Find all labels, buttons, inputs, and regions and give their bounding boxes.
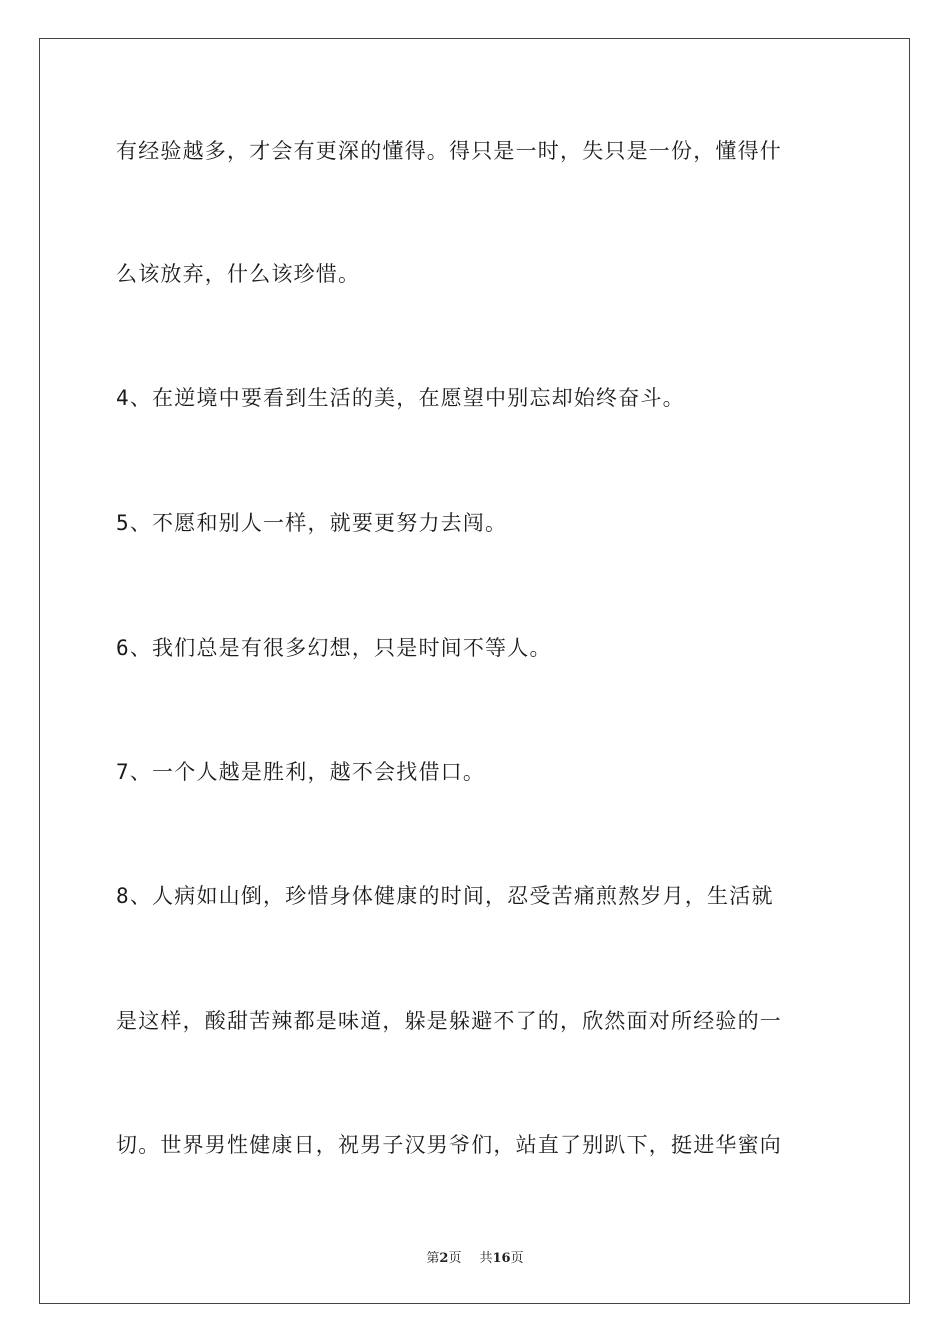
text-line: 5、不愿和别人一样，就要更努力去闯。 — [116, 511, 508, 535]
text-line: 有经验越多，才会有更深的懂得。得只是一时，失只是一份，懂得什 — [116, 139, 782, 163]
total-suffix: 页 — [510, 1251, 524, 1266]
page-footer — [0, 1247, 950, 1266]
page-border — [39, 38, 910, 1304]
text-line: 6、我们总是有很多幻想，只是时间不等人。 — [116, 636, 552, 660]
page-suffix: 页 — [448, 1251, 462, 1266]
text-line: 8、人病如山倒，珍惜身体健康的时间，忍受苦痛煎熬岁月，生活就 — [116, 884, 774, 908]
text-line: 7、一个人越是胜利，越不会找借口。 — [116, 760, 486, 784]
page-number: 2 — [439, 1251, 449, 1266]
text-line: 切。世界男性健康日，祝男子汉男爷们，站直了别趴下，挺进华蜜向 — [116, 1133, 782, 1157]
text-line: 是这样，酸甜苦辣都是味道，躲是躲避不了的，欣然面对所经验的一 — [116, 1009, 782, 1033]
total-pages: 16 — [492, 1251, 511, 1266]
text-line: 4、在逆境中要看到生活的美，在愿望中别忘却始终奋斗。 — [116, 386, 685, 410]
page-prefix: 第 — [426, 1251, 440, 1266]
text-line: 么该放弃，什么该珍惜。 — [116, 262, 361, 286]
total-prefix: 共 — [479, 1251, 493, 1266]
